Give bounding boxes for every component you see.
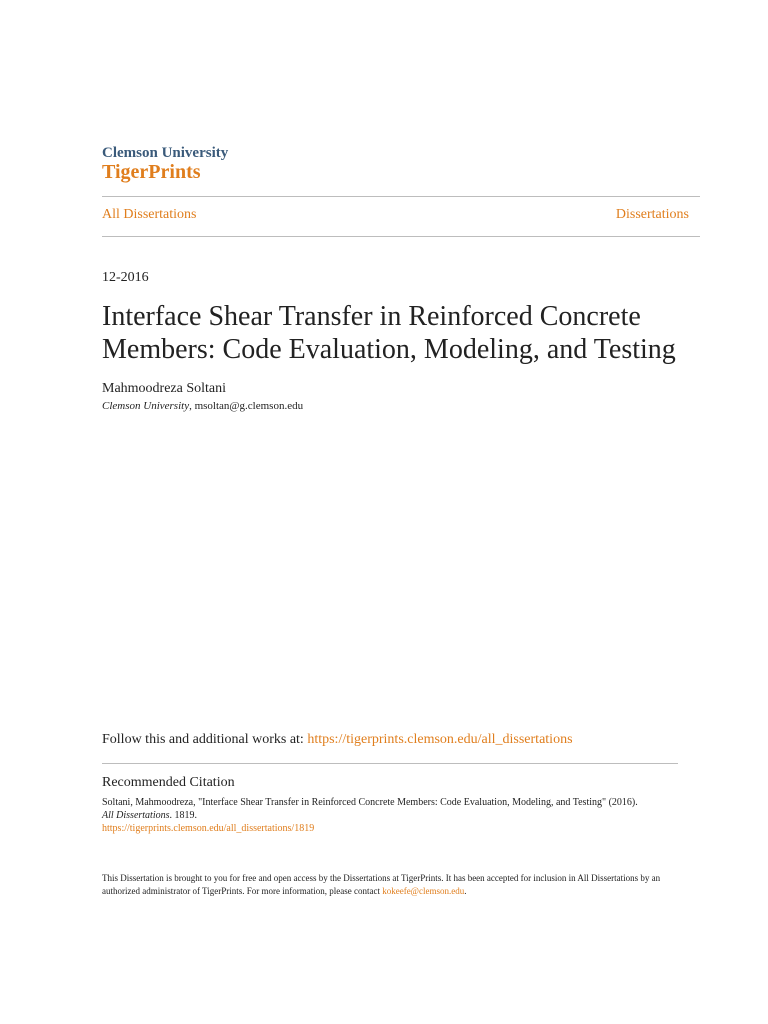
author-affiliation xyxy=(102,400,303,412)
follow-line xyxy=(102,732,573,748)
citation-url-link[interactable]: https://tigerprints.clemson.edu/all_dissertations/1819 xyxy=(102,823,315,834)
citation-divider xyxy=(102,763,678,764)
institution-name: Clemson University xyxy=(102,145,229,161)
notice-text: This Dissertation is brought to you for free and open access by the Dissertations at TigerPrints. It has been accepted for inclusion in All Dissertations by an authorized administrator of TigerPrints. For more information, please contact xyxy=(102,873,661,896)
notice-end: . xyxy=(464,886,467,896)
repository-name[interactable]: TigerPrints xyxy=(102,161,201,183)
publication-date: 12-2016 xyxy=(102,270,149,285)
access-notice xyxy=(102,872,682,898)
top-divider xyxy=(102,196,700,197)
citation-block xyxy=(102,796,682,835)
citation-text: Soltani, Mahmoodreza, "Interface Shear Transfer in Reinforced Concrete Members: Code Evaluation, Modeling, and Testing" (2016). xyxy=(102,797,638,808)
citation-series-suffix: . 1819. xyxy=(169,810,198,821)
citation-heading: Recommended Citation xyxy=(102,775,235,790)
nav-divider xyxy=(102,236,700,237)
paper-title xyxy=(102,300,702,366)
contact-email-link[interactable]: kokeefe@clemson.edu xyxy=(382,886,465,896)
all-dissertations-link[interactable]: All Dissertations xyxy=(102,207,197,222)
author-name: Mahmoodreza Soltani xyxy=(102,381,227,396)
citation-series-line xyxy=(102,809,682,822)
title-line-2: Members: Code Evaluation, Modeling, and Testing xyxy=(102,334,676,365)
author-email: msoltan@g.clemson.edu xyxy=(194,400,304,412)
title-line-1: Interface Shear Transfer in Reinforced Concrete xyxy=(102,301,641,332)
follow-text: Follow this and additional works at: xyxy=(102,732,308,747)
affiliation-institution: Clemson University xyxy=(102,400,190,412)
dissertations-link[interactable]: Dissertations xyxy=(615,207,689,222)
follow-url-link[interactable]: https://tigerprints.clemson.edu/all_dissertations xyxy=(307,732,573,747)
affiliation-separator: , xyxy=(189,400,195,412)
citation-series: All Dissertations xyxy=(102,810,170,821)
